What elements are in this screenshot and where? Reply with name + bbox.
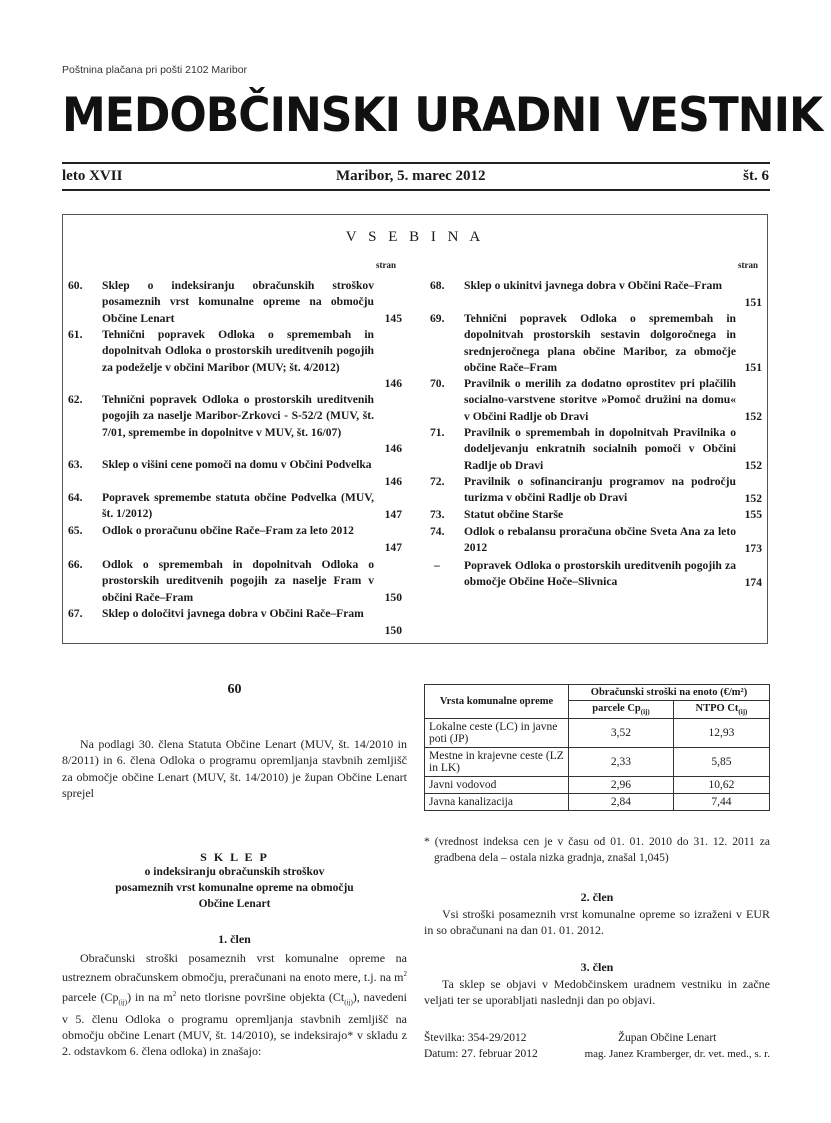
toc-num: 63. — [68, 458, 83, 471]
table-cell: 2,33 — [569, 748, 674, 777]
header-rule-top — [62, 162, 770, 164]
toc-item[interactable] — [68, 278, 402, 328]
toc-page: 150 — [384, 624, 402, 637]
article-intro: Na podlagi 30. člena Statuta Občine Lenart (MUV, št. 14/2010 in 8/2011) in 6. člena Odloka o programu opremljanja stavbnih zemljišč za območje občine Lenart (MUV, št. 14/2010) je župan Občine Lenart sprejel — [62, 737, 407, 801]
page-label-left: stran — [376, 260, 396, 270]
toc-page: 152 — [744, 492, 762, 505]
column-group-header: Obračunski stroški na enoto (€/m²) — [569, 685, 770, 701]
toc-item[interactable] — [430, 474, 764, 508]
toc-page: 146 — [384, 442, 402, 455]
table-cell: 7,44 — [673, 794, 769, 811]
table-cell: 12,93 — [673, 719, 769, 748]
toc-num: 69. — [430, 312, 445, 325]
toc-item[interactable] — [430, 311, 764, 377]
toc-num: 65. — [68, 524, 83, 537]
table-cell: 2,84 — [569, 794, 674, 811]
sklep-subtitle-2: posameznih vrst komunalne opreme na območju — [115, 882, 354, 894]
toc-page: 152 — [744, 459, 762, 472]
toc-num: 73. — [430, 508, 445, 521]
toc-item[interactable] — [430, 558, 764, 592]
signer-name: mag. Janez Kramberger, dr. vet. med., s. r. — [584, 1048, 770, 1060]
toc-item[interactable] — [68, 457, 402, 491]
clen-2-title: 2. člen — [580, 890, 614, 904]
toc-page: 145 — [384, 312, 402, 325]
sklep-subtitle-3: Občine Lenart — [198, 898, 271, 910]
toc-text: Tehnični popravek Odloka o spremembah in dopolnitvah Odloka o prostorskih ureditvenih pogojih za podeželje v občini Maribor (MUV; št. 4/2012) — [102, 328, 374, 374]
toc-page: 150 — [384, 591, 402, 604]
header-rule-bottom — [62, 189, 770, 191]
toc-text: Tehnični popravek Odloka o spremembah in dopolnitvah prostorskih sestavin dolgoročnega in srednjeročnega plana občine Maribor, za območje občine Rače–Fram — [464, 312, 736, 374]
table-row — [425, 719, 770, 748]
table-cell: 10,62 — [673, 777, 769, 794]
toc-num: 61. — [68, 328, 83, 341]
toc-page: 173 — [744, 542, 762, 555]
cost-table — [424, 684, 770, 811]
column-header: parcele $Cp_{(ij)}$ — [569, 701, 674, 719]
toc-item[interactable] — [430, 524, 764, 558]
toc-num: 71. — [430, 426, 445, 439]
clen-1-text: Obračunski stroški posameznih vrst komunalne opreme na ustreznem obračunskem območju, preračunani na enoto mere, t.j. na $m^2$ parcele $(Cp_{(ij)})$ in na $m^2$ neto tlorisne površine objekta $(Ct_{(ij)})$, navedeni v 5. členu Odloka o programu opremljanja stavbnih zemljišč na območju občine Lenart (MUV, št. 14/2010), se indeksirajo* v skladu z 2. odstavkom 6. člena odloka) in znašajo: — [62, 951, 407, 1059]
toc-page: 152 — [744, 410, 762, 423]
column-header: NTPO $Ct_{(ij)}$ — [673, 701, 769, 719]
toc-page: 151 — [744, 361, 762, 374]
toc-num: 74. — [430, 525, 445, 538]
toc-item[interactable] — [430, 507, 764, 525]
table-cell: Lokalne ceste (LC) in javne poti (JP) — [425, 719, 569, 748]
toc-item[interactable] — [68, 523, 402, 557]
table-row — [425, 794, 770, 811]
document-date: Datum: 27. februar 2012 — [424, 1048, 538, 1060]
table-footnote: * (vrednost indeksa cen je v času od 01. 01. 2010 do 31. 12. 2011 za gradbena dela – ostala nizka gradnja, znašal 1,045) — [424, 836, 770, 865]
toc-text: Statut občine Starše — [464, 508, 564, 521]
toc-text: Sklep o višini cene pomoči na domu v Občini Podvelka — [102, 458, 372, 471]
toc-item[interactable] — [68, 490, 402, 524]
toc-item[interactable] — [430, 425, 764, 475]
toc-text: Sklep o indeksiranju obračunskih stroškov posameznih vrst komunalne opreme na območju Občine Lenart — [102, 279, 374, 325]
sklep-title: S K L E P — [200, 850, 269, 864]
article-number: 60 — [227, 682, 242, 697]
signer-title: Župan Občine Lenart — [618, 1032, 717, 1044]
toc-item[interactable] — [430, 376, 764, 426]
page-label-right: stran — [738, 260, 758, 270]
clen-3-title: 3. člen — [580, 960, 614, 974]
toc-num: 62. — [68, 393, 83, 406]
toc-item[interactable] — [68, 557, 402, 607]
toc-num: 60. — [68, 279, 83, 292]
toc-text: Popravek Odloka o prostorskih ureditvenih pogojih za območje Občine Hoče–Slivnica — [464, 559, 736, 589]
toc-num: – — [434, 559, 440, 572]
toc-page: 151 — [744, 296, 762, 309]
masthead-title: MEDOBČINSKI URADNI VESTNIK — [62, 88, 823, 144]
toc-num: 64. — [68, 491, 83, 504]
toc-page: 146 — [384, 475, 402, 488]
table-row — [425, 748, 770, 777]
toc-text: Odlok o rebalansu proračuna občine Sveta Ana za leto 2012 — [464, 525, 736, 555]
toc-text: Pravilnik o spremembah in dopolnitvah Pravilnika o dodeljevanju enkratnih socialnih pomoči v Občini Radlje ob Dravi — [464, 426, 736, 472]
toc-page: 146 — [384, 377, 402, 390]
sklep-subtitle-1: o indeksiranju obračunskih stroškov — [144, 866, 325, 878]
toc-text: Tehnični popravek Odloka o prostorskih ureditvenih pogojih za naselje Maribor-Zrkovci - S-52/2 (MUV, št. 7/01, spremembe in dopolnitve v MUV, št. 16/07) — [102, 393, 374, 439]
toc-num: 68. — [430, 279, 445, 292]
toc-text: Odlok o spremembah in dopolnitvah Odloka o prostorskih ureditvenih pogojih za naselje Fram v občini Rače–Fram — [102, 558, 374, 604]
contents-title: V S E B I N A — [345, 229, 485, 245]
clen-1-title: 1. člen — [218, 932, 251, 946]
toc-text: Odlok o proračunu občine Rače–Fram za leto 2012 — [102, 524, 354, 537]
toc-text: Pravilnik o sofinanciranju programov na področju turizma v občini Radlje ob Dravi — [464, 475, 736, 505]
toc-item[interactable] — [68, 327, 402, 393]
table-cell: Javni vodovod — [425, 777, 569, 794]
toc-page: 155 — [744, 508, 762, 521]
toc-num: 67. — [68, 607, 83, 620]
issue-number: št. 6 — [743, 168, 769, 184]
table-cell: 3,52 — [569, 719, 674, 748]
postal-note: Poštnina plačana pri pošti 2102 Maribor — [62, 64, 248, 76]
toc-page: 147 — [384, 541, 402, 554]
place-date: Maribor, 5. marec 2012 — [336, 168, 486, 184]
toc-text: Pravilnik o merilih za dodatno oprostitev pri plačilih socialno-varstvene storitve »Pomoč družini na domu« v Občini Radlje ob Dravi — [464, 377, 736, 423]
toc-page: 174 — [744, 576, 762, 589]
clen-2-text: Vsi stroški posameznih vrst komunalne opreme so izraženi v EUR in so obračunani na dan 01. 01. 2012. — [424, 907, 770, 938]
toc-num: 70. — [430, 377, 445, 390]
table-cell: Mestne in krajevne ceste (LZ in LK) — [425, 748, 569, 777]
toc-num: 66. — [68, 558, 83, 571]
toc-item[interactable] — [68, 392, 402, 458]
toc-text: Sklep o ukinitvi javnega dobra v Občini Rače–Fram — [464, 279, 722, 292]
table-cell: Javna kanalizacija — [425, 794, 569, 811]
toc-item[interactable] — [68, 606, 402, 640]
table-row — [425, 777, 770, 794]
toc-text: Sklep o določitvi javnega dobra v Občini Rače–Fram — [102, 607, 364, 620]
toc-num: 72. — [430, 475, 445, 488]
document-number: Številka: 354-29/2012 — [424, 1032, 527, 1044]
clen-3-text: Ta sklep se objavi v Medobčinskem uradnem vestniku in začne veljati ter se uporabljati naslednji dan po objavi. — [424, 977, 770, 1008]
year-label: leto XVII — [62, 168, 123, 184]
table-cell: 5,85 — [673, 748, 769, 777]
toc-text: Popravek spremembe statuta občine Podvelka (MUV, št. 1/2012) — [102, 491, 374, 521]
toc-item[interactable] — [430, 278, 764, 312]
table-header-row — [425, 685, 770, 701]
toc-page: 147 — [384, 508, 402, 521]
column-header: Vrsta komunalne opreme — [425, 685, 569, 719]
table-cell: 2,96 — [569, 777, 674, 794]
